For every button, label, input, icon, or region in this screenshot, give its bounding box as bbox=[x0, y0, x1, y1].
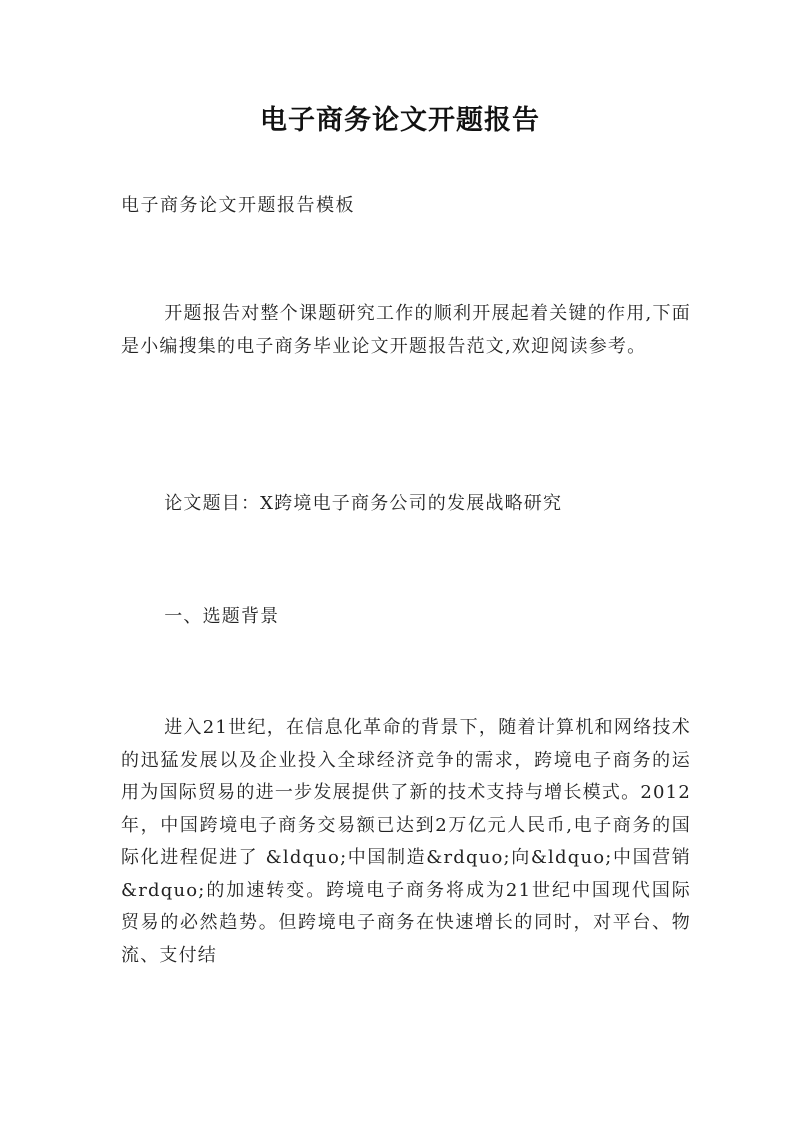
background-paragraph: 进入21世纪，在信息化革命的背景下，随着计算机和网络技术的迅猛发展以及企业投入全球经济竞争的需求，跨境电子商务的运用为国际贸易的进一步发展提供了新的技术支持与增长模式。2012年，中国跨境电子商务交易额已达到2万亿元人民币,电子商务的国际化进程促进了 &ldquo;中国制造&rdquo;向&ldquo;中国营销&rdquo;的加速转变。跨境电子商务将成为21世纪中国现代国际贸易的必然趋势。但跨境电子商务在快速增长的同时，对平台、物流、支付结 bbox=[121, 717, 691, 966]
intro-paragraph: 开题报告对整个课题研究工作的顺利开展起着关键的作用,下面是小编搜集的电子商务毕业论文开题报告范文,欢迎阅读参考。 bbox=[121, 303, 691, 357]
thesis-topic: 论文题目：X跨境电子商务公司的发展战略研究 bbox=[164, 493, 563, 514]
document-subtitle: 电子商务论文开题报告模板 bbox=[121, 195, 355, 216]
document-title: 电子商务论文开题报告 bbox=[260, 105, 540, 136]
section-heading: 一、选题背景 bbox=[164, 606, 280, 627]
